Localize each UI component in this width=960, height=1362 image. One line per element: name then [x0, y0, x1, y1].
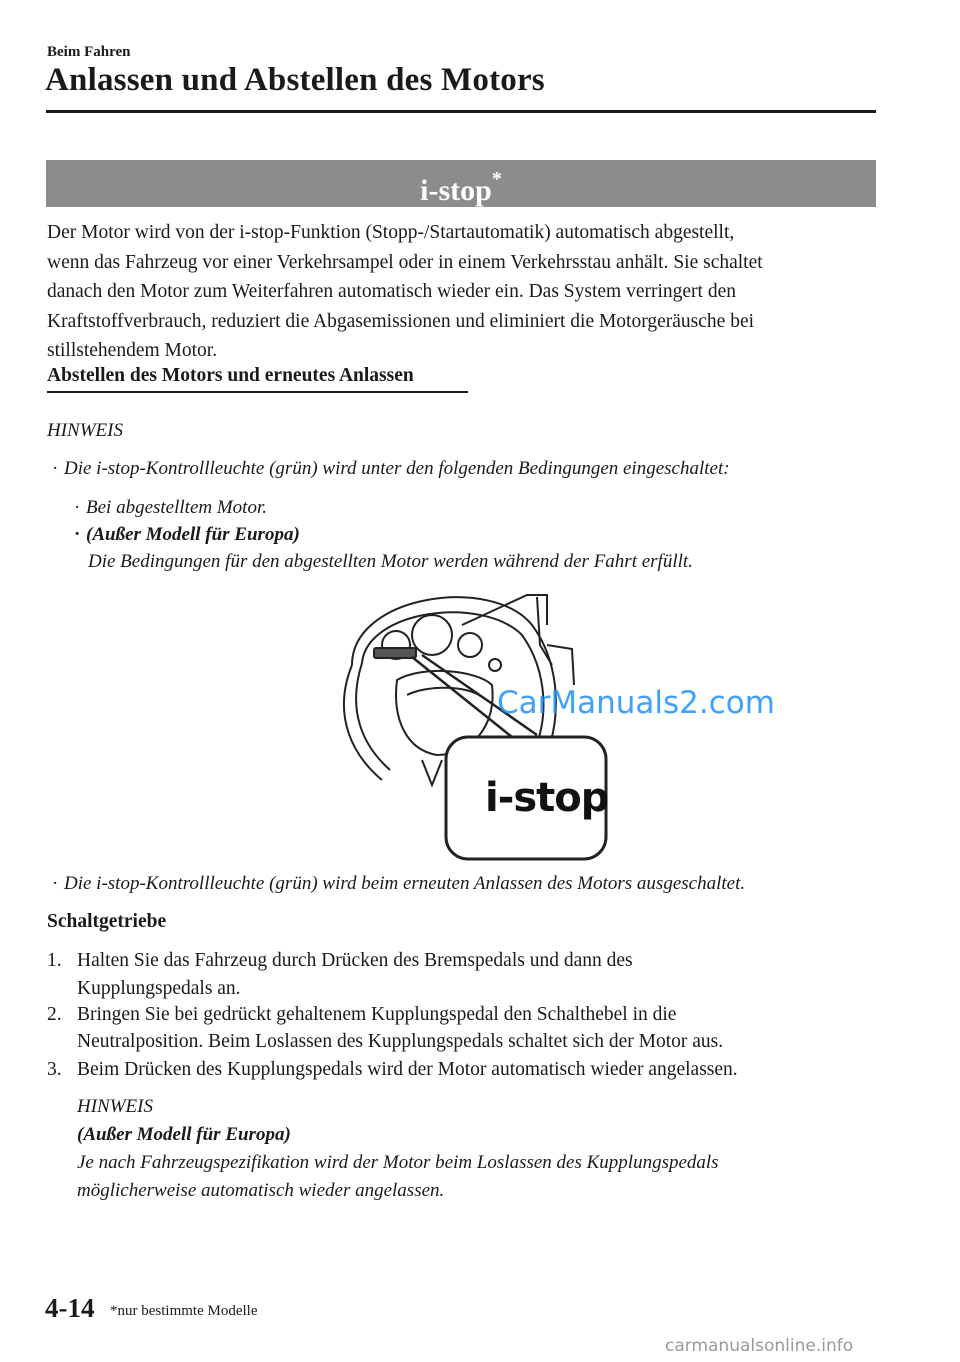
note-subbullet-bold: (Außer Modell für Europa)	[86, 524, 300, 545]
section-banner	[46, 160, 876, 207]
bullet-dot: ·	[74, 497, 81, 518]
note-label: HINWEIS	[47, 420, 123, 441]
step-number: 1.	[47, 950, 62, 971]
bullet-dot: ·	[52, 458, 59, 479]
step-text: Beim Drücken des Kupplungspedals wird der Motor automatisch wieder angelassen.	[77, 1059, 738, 1080]
title-divider	[46, 110, 876, 113]
banner-title: i-stop	[420, 174, 492, 207]
watermark: CarManuals2.com	[497, 685, 775, 721]
note-bullet	[52, 458, 730, 480]
intro-line: wenn das Fahrzeug vor einer Verkehrsampel oder in einem Verkehrsstau anhält. Sie schaltet	[47, 251, 763, 273]
banner-marker: *	[491, 168, 502, 190]
note-subbullet-text: Die Bedingungen für den abgestellten Motor werden während der Fahrt erfüllt.	[88, 551, 693, 572]
note-bullet	[52, 873, 745, 895]
step-number: 2.	[47, 1004, 62, 1025]
steering-wheel-figure	[312, 585, 642, 865]
step-text: Halten Sie das Fahrzeug durch Drücken des Bremspedals und dann des	[77, 950, 633, 971]
istop-callout-label: i-stop	[485, 775, 609, 821]
intro-line: Der Motor wird von der i-stop-Funktion (Stopp-/Startautomatik) automatisch abgestellt,	[47, 222, 735, 243]
subheading-underline	[47, 391, 468, 393]
step-text: Bringen Sie bei gedrückt gehaltenem Kupplungspedal den Schalthebel in die	[77, 1004, 677, 1025]
note-subbullet	[74, 524, 300, 546]
bullet-dot: ·	[52, 873, 59, 894]
page-title: Anlassen und Abstellen des Motors	[45, 62, 545, 98]
subheading: Abstellen des Motors und erneutes Anlassen	[47, 365, 414, 386]
note-text: Je nach Fahrzeugspezifikation wird der Motor beim Loslassen des Kupplungspedals	[77, 1152, 719, 1173]
note-bullet-text: Die i-stop-Kontrollleuchte (grün) wird unter den folgenden Bedingungen eingeschaltet:	[64, 458, 730, 479]
bullet-dot: ·	[74, 524, 81, 545]
note-text: möglicherweise automatisch wieder angelassen.	[77, 1180, 445, 1201]
step-text: Neutralposition. Beim Loslassen des Kupplungspedals schaltet sich der Motor aus.	[77, 1031, 724, 1052]
step-text: Kupplungspedals an.	[77, 978, 241, 999]
step-number: 3.	[47, 1059, 62, 1080]
section-heading: Schaltgetriebe	[47, 911, 167, 932]
intro-paragraph	[47, 218, 877, 366]
intro-line: danach den Motor zum Weiterfahren automatisch wieder ein. Das System verringert den	[47, 281, 737, 302]
page-number: 4-14	[45, 1293, 95, 1323]
section-label: Beim Fahren	[47, 44, 131, 60]
site-watermark: carmanualsonline.info	[665, 1336, 854, 1356]
intro-line: stillstehendem Motor.	[47, 340, 218, 361]
note-subbullet	[74, 497, 267, 519]
note-label: HINWEIS	[77, 1096, 153, 1117]
note-bold: (Außer Modell für Europa)	[77, 1124, 291, 1145]
intro-line: Kraftstoffverbrauch, reduziert die Abgasemissionen und eliminiert die Motorgeräusche bei	[47, 310, 755, 332]
note-subbullet-text: Bei abgestelltem Motor.	[86, 497, 267, 518]
footnote: *nur bestimmte Modelle	[110, 1303, 258, 1319]
note-bullet-text: Die i-stop-Kontrollleuchte (grün) wird beim erneuten Anlassen des Motors ausgeschaltet.	[64, 873, 746, 894]
